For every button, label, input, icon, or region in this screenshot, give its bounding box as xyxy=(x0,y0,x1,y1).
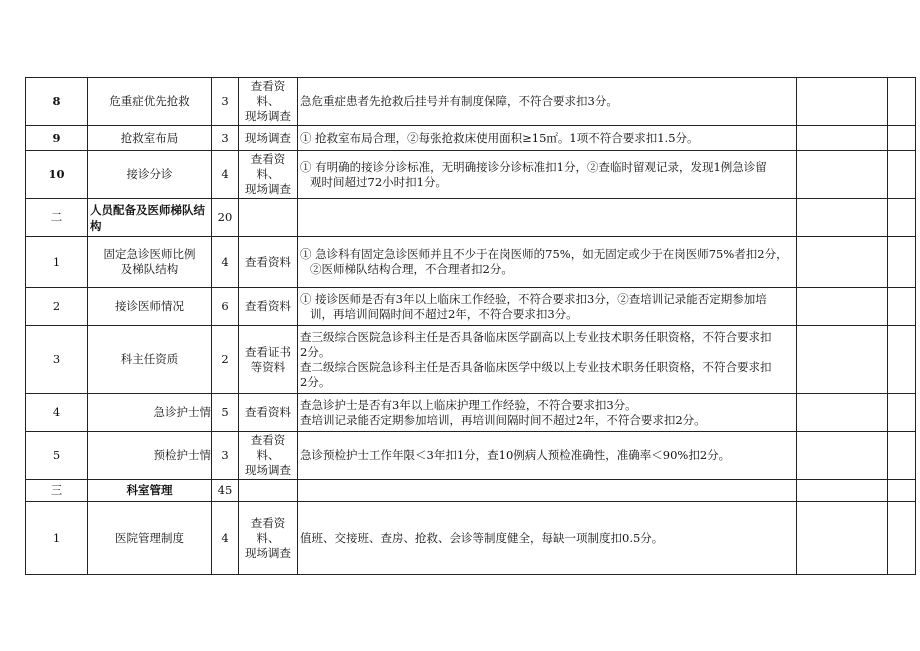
table-row xyxy=(26,151,916,199)
row-score: 3 xyxy=(212,432,239,480)
row-item: 固定急诊医师比例及梯队结构 xyxy=(88,237,212,288)
row-blank-1 xyxy=(797,78,888,126)
row-blank-1 xyxy=(797,502,888,575)
row-item: 医院管理制度 xyxy=(88,502,212,575)
table-row xyxy=(26,502,916,575)
row-method xyxy=(239,480,298,502)
row-standard xyxy=(298,199,797,237)
row-standard: 急危重症患者先抢救后挂号并有制度保障，不符合要求扣3分。 xyxy=(298,78,797,126)
evaluation-table xyxy=(25,77,916,575)
row-blank-2 xyxy=(888,126,916,151)
row-item: 接诊医师情况 xyxy=(88,288,212,326)
row-blank-2 xyxy=(888,394,916,432)
table-row xyxy=(26,126,916,151)
row-method: 查看资料、 现场调查 xyxy=(239,78,298,126)
row-item: 科主任资质 xyxy=(88,326,212,394)
row-score: 2 xyxy=(212,326,239,394)
row-blank-1 xyxy=(797,151,888,199)
row-number: 8 xyxy=(26,78,88,126)
row-method: 查看资料 xyxy=(239,237,298,288)
row-item: 急诊护士情 xyxy=(88,394,212,432)
table-row xyxy=(26,394,916,432)
section-number: 三 xyxy=(26,480,88,502)
row-blank-2 xyxy=(888,199,916,237)
row-number: 4 xyxy=(26,394,88,432)
row-blank-1 xyxy=(797,126,888,151)
row-blank-1 xyxy=(797,432,888,480)
row-blank-2 xyxy=(888,151,916,199)
row-blank-1 xyxy=(797,237,888,288)
row-blank-2 xyxy=(888,78,916,126)
row-method: 查看资料 xyxy=(239,288,298,326)
table-row xyxy=(26,288,916,326)
row-standard: 值班、交接班、查房、抢救、会诊等制度健全，每缺一项制度扣0.5分。 xyxy=(298,502,797,575)
row-blank-1 xyxy=(797,199,888,237)
row-item: 接诊分诊 xyxy=(88,151,212,199)
row-blank-1 xyxy=(797,326,888,394)
section-score: 20 xyxy=(212,199,239,237)
row-method: 查看证书 等资料 xyxy=(239,326,298,394)
row-standard: ① 接诊医师是否有3年以上临床工作经验，不符合要求扣3分，②查培训记录能否定期参加培 训，再培训间隔时间不超过2年，不符合要求扣3分。 xyxy=(298,288,797,326)
row-blank-2 xyxy=(888,480,916,502)
row-blank-2 xyxy=(888,326,916,394)
row-number: 2 xyxy=(26,288,88,326)
row-item: 抢救室布局 xyxy=(88,126,212,151)
row-score: 3 xyxy=(212,78,239,126)
row-score: 4 xyxy=(212,502,239,575)
table-row xyxy=(26,432,916,480)
row-method xyxy=(239,199,298,237)
section-title: 科室管理 xyxy=(88,480,212,502)
section-row xyxy=(26,199,916,237)
row-standard: 急诊预检护士工作年限＜3年扣1分，查10例病人预检准确性，准确率＜90%扣2分。 xyxy=(298,432,797,480)
section-score: 45 xyxy=(212,480,239,502)
section-row xyxy=(26,480,916,502)
row-number: 3 xyxy=(26,326,88,394)
section-title: 人员配备及医师梯队结构 xyxy=(88,199,212,237)
row-standard: 查三级综合医院急诊科主任是否具备临床医学副高以上专业技术职务任职资格，不符合要求扣 2分。 查二级综合医院急诊科主任是否具备临床医学中级以上专业技术职务任职资格，不符合要求扣 2分。 xyxy=(298,326,797,394)
row-score: 4 xyxy=(212,151,239,199)
row-score: 6 xyxy=(212,288,239,326)
row-number: 5 xyxy=(26,432,88,480)
row-method: 查看资料、 现场调查 xyxy=(239,502,298,575)
row-number: 9 xyxy=(26,126,88,151)
row-blank-2 xyxy=(888,237,916,288)
row-method: 查看资料、 现场调查 xyxy=(239,151,298,199)
row-blank-1 xyxy=(797,480,888,502)
row-method: 查看资料、 现场调查 xyxy=(239,432,298,480)
row-item: 预检护士情 xyxy=(88,432,212,480)
row-blank-2 xyxy=(888,288,916,326)
row-standard: 查急诊护士是否有3年以上临床护理工作经验，不符合要求扣3分。 查培训记录能否定期参加培训，再培训间隔时间不超过2年，不符合要求扣2分。 xyxy=(298,394,797,432)
row-number: 1 xyxy=(26,502,88,575)
row-standard: ① 抢救室布局合理，②每张抢救床使用面积≥15㎡。1项不符合要求扣1.5分。 xyxy=(298,126,797,151)
row-method: 查看资料 xyxy=(239,394,298,432)
row-number: 10 xyxy=(26,151,88,199)
row-standard: ① 急诊科有固定急诊医师并且不少于在岗医师的75%，如无固定或少于在岗医师75%者扣2分， ②医师梯队结构合理，不合理者扣2分。 xyxy=(298,237,797,288)
section-number: 二 xyxy=(26,199,88,237)
row-standard xyxy=(298,480,797,502)
row-standard: ① 有明确的接诊分诊标准，无明确接诊分诊标准扣1分，②查临时留观记录，发现1例急诊留 观时间超过72小时扣1分。 xyxy=(298,151,797,199)
row-score: 4 xyxy=(212,237,239,288)
row-number: 1 xyxy=(26,237,88,288)
row-blank-1 xyxy=(797,394,888,432)
row-method: 现场调查 xyxy=(239,126,298,151)
table-row xyxy=(26,78,916,126)
row-score: 3 xyxy=(212,126,239,151)
row-score: 5 xyxy=(212,394,239,432)
table-row xyxy=(26,237,916,288)
table-row xyxy=(26,326,916,394)
row-item: 危重症优先抢救 xyxy=(88,78,212,126)
row-blank-1 xyxy=(797,288,888,326)
row-blank-2 xyxy=(888,432,916,480)
row-blank-2 xyxy=(888,502,916,575)
